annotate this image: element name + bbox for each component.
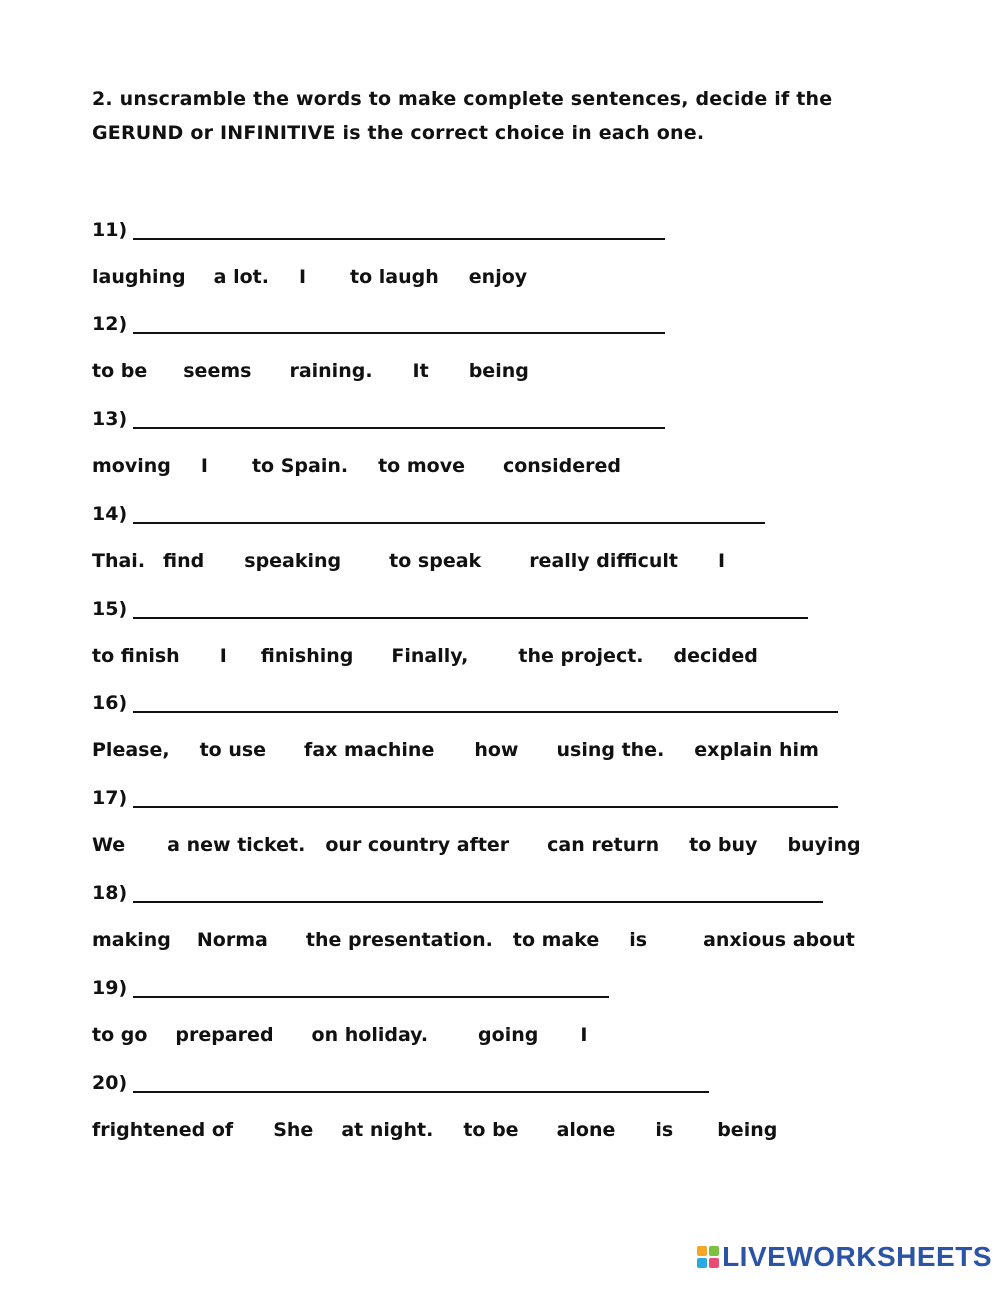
scrambled-word: frightened of [92, 1118, 234, 1141]
item-number: 12) [92, 313, 128, 336]
item-number: 18) [92, 882, 128, 905]
exercise-item [92, 206, 952, 301]
logo-squares-icon [697, 1246, 719, 1268]
scrambled-word: alone [556, 1118, 616, 1141]
scrambled-word: prepared [175, 1023, 274, 1046]
answer-row [92, 490, 952, 537]
scrambled-word: being [717, 1118, 778, 1141]
item-number: 20) [92, 1071, 128, 1094]
item-number: 16) [92, 692, 128, 715]
answer-row [92, 585, 952, 632]
scrambled-word: is [629, 929, 648, 952]
scrambled-word: enjoy [468, 265, 528, 288]
scrambled-words [92, 727, 952, 774]
scrambled-word: to buy [689, 834, 758, 857]
answer-blank-line[interactable] [133, 996, 609, 998]
answer-row [92, 870, 952, 917]
scrambled-word: can return [547, 834, 660, 857]
answer-row [92, 775, 952, 822]
scrambled-word: fax machine [304, 739, 435, 762]
scrambled-words [92, 1106, 952, 1153]
scrambled-words [92, 917, 952, 964]
answer-row [92, 396, 952, 443]
instructions-line-2: GERUND or INFINITIVE is the correct choice in each one. [92, 122, 705, 144]
scrambled-word: how [474, 739, 519, 762]
answer-blank-line[interactable] [133, 901, 823, 903]
scrambled-word: I [200, 455, 208, 478]
scrambled-word: I [717, 549, 726, 572]
answer-blank-line[interactable] [133, 806, 838, 808]
scrambled-word: to move [378, 455, 465, 478]
scrambled-word: Please, [92, 739, 170, 762]
scrambled-word: to go [92, 1023, 148, 1046]
logo-square [697, 1246, 707, 1256]
liveworksheets-logo [697, 1241, 992, 1273]
scrambled-word: on holiday. [311, 1023, 429, 1046]
instructions [92, 82, 912, 150]
scrambled-word: to finish [92, 644, 180, 667]
logo-square [697, 1258, 707, 1268]
scrambled-words [92, 253, 952, 300]
scrambled-word: the presentation. [305, 929, 493, 952]
scrambled-word: Finally, [391, 644, 469, 667]
answer-blank-line[interactable] [133, 711, 838, 713]
scrambled-word: We [92, 834, 126, 857]
answer-row [92, 206, 952, 253]
scrambled-word: I [298, 265, 307, 288]
scrambled-words [92, 822, 952, 869]
scrambled-word: finishing [260, 644, 354, 667]
scrambled-word: to Spain. [251, 455, 349, 478]
scrambled-words [92, 632, 952, 679]
scrambled-word: anxious about [703, 929, 855, 952]
scrambled-word: Thai. [92, 549, 146, 572]
answer-blank-line[interactable] [133, 238, 665, 240]
exercise-item [92, 1059, 952, 1154]
item-number: 15) [92, 597, 128, 620]
scrambled-word: moving [92, 455, 171, 478]
scrambled-word: using the. [556, 739, 665, 762]
scrambled-word: find [163, 549, 205, 572]
exercise-item [92, 585, 952, 680]
exercise-item [92, 396, 952, 491]
scrambled-word: seems [183, 360, 252, 383]
exercise-item [92, 775, 952, 870]
answer-blank-line[interactable] [133, 522, 765, 524]
answer-blank-line[interactable] [133, 617, 808, 619]
scrambled-word: a new ticket. [167, 834, 306, 857]
exercise-item [92, 964, 952, 1059]
scrambled-word: going [478, 1023, 539, 1046]
answer-blank-line[interactable] [133, 427, 665, 429]
item-number: 19) [92, 976, 128, 999]
scrambled-word: speaking [244, 549, 342, 572]
scrambled-word: laughing [92, 265, 186, 288]
item-number: 11) [92, 218, 128, 241]
scrambled-word: explain him [694, 739, 819, 762]
instructions-line-1: 2. unscramble the words to make complete sentences, decide if the [92, 88, 833, 110]
scrambled-word: considered [502, 455, 621, 478]
logo-square [709, 1258, 719, 1268]
scrambled-words [92, 443, 952, 490]
scrambled-word: to speak [389, 549, 482, 572]
answer-row [92, 1059, 952, 1106]
scrambled-word: to use [199, 739, 267, 762]
scrambled-word: Norma [196, 929, 268, 952]
scrambled-word: being [468, 360, 529, 383]
scrambled-word: the project. [518, 644, 644, 667]
exercise-item [92, 490, 952, 585]
scrambled-word: is [655, 1118, 674, 1141]
scrambled-word: buying [787, 834, 861, 857]
item-number: 14) [92, 502, 128, 525]
scrambled-word: our country after [325, 834, 510, 857]
exercise-list [92, 206, 952, 1154]
logo-square [709, 1246, 719, 1256]
scrambled-word: She [273, 1118, 314, 1141]
scrambled-word: to be [92, 360, 148, 383]
scrambled-words [92, 1011, 952, 1058]
scrambled-words [92, 348, 952, 395]
item-number: 13) [92, 408, 128, 431]
scrambled-word: raining. [289, 360, 373, 383]
answer-row [92, 964, 952, 1011]
brand-name: LIVEWORKSHEETS [722, 1241, 992, 1272]
scrambled-word: to laugh [350, 265, 439, 288]
scrambled-word: decided [673, 644, 758, 667]
scrambled-word: really difficult [529, 549, 678, 572]
answer-row [92, 680, 952, 727]
scrambled-words [92, 537, 952, 584]
item-number: 17) [92, 787, 128, 810]
exercise-item [92, 301, 952, 396]
answer-row [92, 301, 952, 348]
answer-blank-line[interactable] [133, 1091, 709, 1093]
exercise-item [92, 870, 952, 965]
answer-blank-line[interactable] [133, 332, 665, 334]
scrambled-word: I [580, 1023, 588, 1046]
scrambled-word: It [412, 360, 429, 383]
scrambled-word: I [219, 644, 227, 667]
scrambled-word: at night. [341, 1118, 434, 1141]
scrambled-word: a lot. [213, 265, 269, 288]
scrambled-word: to make [512, 929, 600, 952]
exercise-item [92, 680, 952, 775]
scrambled-word: making [92, 929, 171, 952]
scrambled-word: to be [463, 1118, 519, 1141]
